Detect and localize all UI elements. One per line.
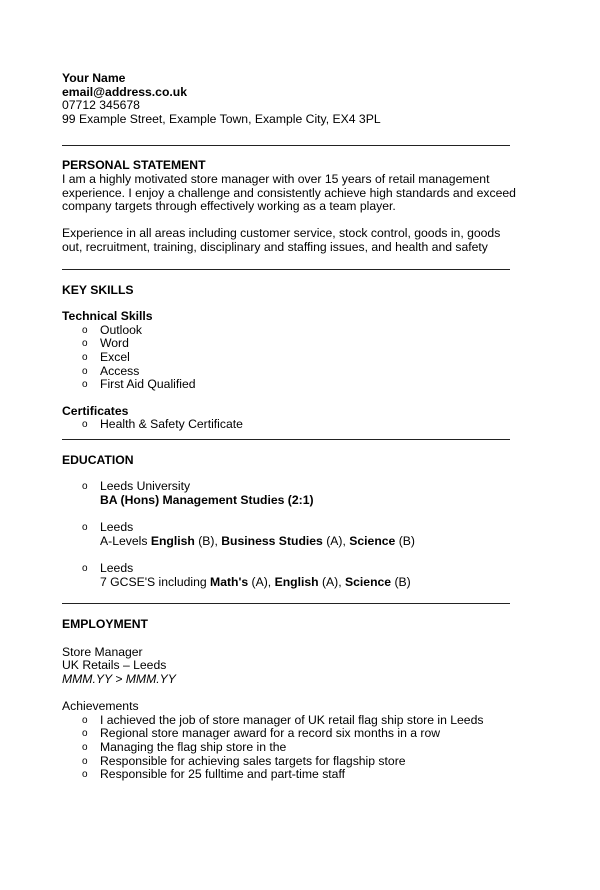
contact-email: email@address.co.uk: [62, 84, 188, 99]
contact-address: 99 Example Street, Example Town, Example City, EX4 3PL: [62, 111, 381, 126]
bullet-icon: o: [82, 563, 88, 575]
statement-line: I am a highly motivated store manager with over 15 years of retail management: [62, 171, 490, 186]
employer: UK Retails – Leeds: [62, 658, 167, 673]
education-place: Leeds: [100, 520, 134, 535]
bullet-icon: o: [82, 714, 88, 726]
list-item-label: Excel: [100, 349, 130, 364]
statement-line: Experience in all areas including customer service, stock control, goods in, goods: [62, 226, 501, 241]
list-item: [62, 378, 512, 392]
bullet-icon: o: [82, 522, 88, 534]
section-heading-key-skills: KEY SKILLS: [62, 282, 134, 297]
achievements-list: [62, 714, 512, 782]
list-item: [62, 727, 512, 741]
bullet-icon: o: [82, 741, 88, 753]
list-item-label: Access: [100, 363, 140, 378]
education-degree: BA (Hons) Management Studies (2:1): [100, 493, 314, 508]
bullet-icon: o: [82, 481, 88, 493]
list-item-label: First Aid Qualified: [100, 377, 196, 392]
contact-block: [62, 72, 512, 126]
bullet-icon: o: [82, 365, 88, 377]
list-item-label: Responsible for achieving sales targets for flagship store: [100, 753, 406, 768]
certificates-list: [62, 418, 512, 432]
list-item-label: Regional store manager award for a record six months in a row: [100, 726, 441, 741]
education-list: [62, 480, 512, 589]
statement-line: company targets through effectively working as a team player.: [62, 199, 396, 214]
bullet-icon: o: [82, 379, 88, 391]
bullet-icon: o: [82, 755, 88, 767]
bullet-icon: o: [82, 728, 88, 740]
cv-page: [62, 71, 516, 782]
statement-paragraph-1: [62, 171, 516, 214]
education-qualifications: 7 GCSE'S including Math's (A), English (A), Science (B): [100, 574, 411, 589]
bullet-icon: o: [82, 769, 88, 781]
list-item: [62, 741, 512, 755]
list-item-label: Word: [100, 336, 129, 351]
statement-line: experience. I enjoy a challenge and consistently achieve high standards and exceed: [62, 185, 516, 200]
contact-phone: 07712 345678: [62, 98, 140, 113]
list-item: [62, 768, 512, 782]
section-heading-employment: EMPLOYMENT: [62, 617, 148, 632]
job-title: Store Manager: [62, 644, 143, 659]
technical-skills-heading: Technical Skills: [62, 309, 153, 324]
key-skills-section: [62, 284, 512, 432]
list-item-label: I achieved the job of store manager of UK retail flag ship store in Leeds: [100, 712, 484, 727]
list-item: [62, 755, 512, 769]
education-entry: [62, 480, 512, 507]
technical-skills-list: [62, 324, 512, 392]
list-item-label: Outlook: [100, 322, 143, 337]
section-heading-education: EDUCATION: [62, 452, 134, 467]
list-item: [62, 324, 512, 338]
education-entry: [62, 521, 512, 548]
list-item-label: Responsible for 25 fulltime and part-time staff: [100, 767, 345, 782]
bullet-icon: o: [82, 419, 88, 431]
statement-line: out, recruitment, training, disciplinary and staffing issues, and health and safety: [62, 239, 488, 254]
employment-section: [62, 618, 512, 782]
list-item: [62, 418, 512, 432]
personal-statement-section: [62, 158, 516, 254]
bullet-icon: o: [82, 338, 88, 350]
list-item: [62, 351, 512, 365]
education-qualifications: A-Levels English (B), Business Studies (A), Science (B): [100, 533, 415, 548]
education-entry: [62, 562, 512, 589]
section-heading-personal-statement: PERSONAL STATEMENT: [62, 158, 206, 173]
education-place: Leeds: [100, 561, 134, 576]
employment-dates: MMM.YY > MMM.YY: [62, 672, 176, 686]
education-place: Leeds University: [100, 479, 191, 494]
education-section: [62, 454, 512, 589]
list-item: [62, 714, 512, 728]
list-item: [62, 337, 512, 351]
certificates-heading: Certificates: [62, 403, 129, 418]
list-item: [62, 365, 512, 379]
bullet-icon: o: [82, 351, 88, 363]
achievements-heading: Achievements: [62, 699, 139, 714]
contact-name: Your Name: [62, 71, 126, 85]
bullet-icon: o: [82, 324, 88, 336]
statement-paragraph-2: [62, 227, 512, 254]
list-item-label: Managing the flag ship store in the: [100, 739, 287, 754]
list-item-label: Health & Safety Certificate: [100, 417, 243, 432]
